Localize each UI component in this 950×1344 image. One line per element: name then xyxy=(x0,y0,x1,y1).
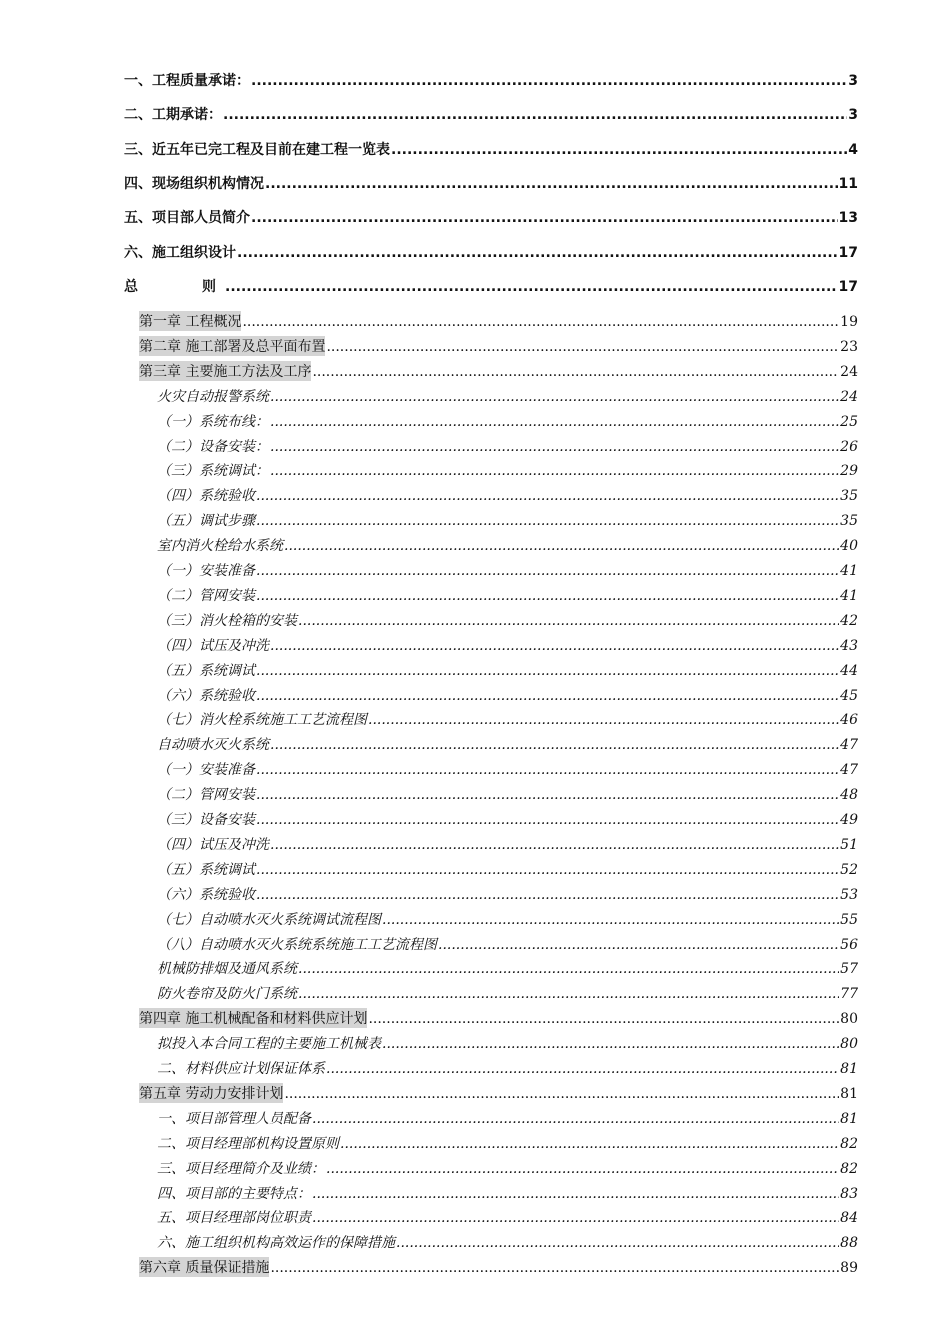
toc-entry-label: 室内消火栓给水系统 xyxy=(157,538,283,555)
toc-entry[interactable] xyxy=(157,436,858,456)
toc-leader-dots xyxy=(237,245,838,261)
toc-leader-dots xyxy=(298,986,839,1002)
toc-entry-page: 49 xyxy=(840,812,858,828)
toc-leader-dots xyxy=(256,862,839,878)
toc-entry-label: 机械防排烟及通风系统 xyxy=(157,961,297,978)
toc-entry-page: 81 xyxy=(840,1110,858,1127)
toc-entry[interactable] xyxy=(157,958,858,978)
toc-entry[interactable] xyxy=(157,635,858,655)
toc-entry-label: 四、项目部的主要特点： xyxy=(157,1185,311,1202)
toc-leader-dots xyxy=(256,887,839,903)
toc-entry-label: 第三章 主要施工方法及工序 xyxy=(139,361,311,381)
toc-leader-dots xyxy=(312,1111,839,1127)
toc-entry-page: 25 xyxy=(840,413,858,430)
toc-entry-label: 五、项目经理部岗位职责 xyxy=(157,1210,311,1227)
toc-entry-label: （六）系统验收 xyxy=(157,886,255,903)
toc-entry[interactable] xyxy=(157,411,858,431)
toc-entry-label: 第六章 质量保证措施 xyxy=(139,1257,269,1277)
toc-leader-dots xyxy=(326,1161,839,1177)
toc-entry[interactable] xyxy=(157,759,858,779)
toc-entry[interactable] xyxy=(139,1008,858,1028)
toc-entry-label: （二）设备安装： xyxy=(157,438,269,455)
toc-leader-dots xyxy=(256,787,839,803)
toc-leader-dots xyxy=(312,364,839,380)
toc-entry-label: （八）自动喷水灭火系统系统施工工艺流程图 xyxy=(157,936,437,953)
toc-entry-label: 火灾自动报警系统 xyxy=(157,388,269,405)
toc-entry-label: （一）系统布线： xyxy=(157,413,269,430)
toc-entry-page: 51 xyxy=(840,836,858,853)
toc-leader-dots xyxy=(326,339,839,355)
toc-entry-label: （三）设备安装 xyxy=(157,812,255,828)
toc-entry[interactable] xyxy=(157,535,858,555)
toc-leader-dots xyxy=(256,563,839,579)
toc-entry-label: （五）系统调试 xyxy=(157,662,255,679)
toc-entry[interactable] xyxy=(124,139,858,159)
toc-entry-label: 第五章 劳动力安排计划 xyxy=(139,1083,283,1103)
toc-entry-label: （二）管网安装 xyxy=(157,787,255,804)
toc-entry[interactable] xyxy=(157,460,858,480)
toc-entry-label: （二）管网安装 xyxy=(157,587,255,604)
toc-entry-label: 二、项目经理部机构设置原则 xyxy=(157,1135,339,1152)
toc-entry-label: （四）系统验收 xyxy=(157,488,255,505)
toc-leader-dots xyxy=(312,1210,839,1226)
toc-entry-page: 11 xyxy=(838,176,858,192)
toc-entry-page: 82 xyxy=(840,1135,858,1152)
toc-entry[interactable] xyxy=(157,610,858,630)
toc-entry-page: 53 xyxy=(840,886,858,903)
toc-leader-dots xyxy=(270,837,839,853)
toc-entry-label: （七）消火栓系统施工工艺流程图 xyxy=(157,712,367,729)
toc-entry-label: 六、施工组织设计 xyxy=(124,245,236,261)
toc-leader-dots xyxy=(284,538,839,554)
toc-entry[interactable] xyxy=(139,1257,858,1277)
toc-entry-label: （一）安装准备 xyxy=(157,762,255,779)
toc-entry-page: 56 xyxy=(840,936,858,953)
toc-entry[interactable] xyxy=(157,1108,858,1128)
toc-leader-dots xyxy=(251,73,847,89)
toc-entry[interactable] xyxy=(157,585,858,605)
toc-entry[interactable] xyxy=(157,1183,858,1203)
toc-entry-page: 24 xyxy=(840,363,858,380)
toc-entry-label: （一）安装准备 xyxy=(157,563,255,579)
toc-entry[interactable] xyxy=(157,485,858,505)
toc-entry[interactable] xyxy=(157,859,858,879)
toc-entry-page: 48 xyxy=(840,787,858,804)
toc-leader-dots xyxy=(270,389,839,405)
toc-entry[interactable] xyxy=(124,242,858,262)
toc-entry[interactable] xyxy=(139,336,858,356)
toc-entry-label: （七）自动喷水灭火系统调试流程图 xyxy=(157,911,381,928)
toc-leader-dots xyxy=(256,663,839,679)
toc-entry[interactable] xyxy=(157,809,858,829)
toc-leader-dots xyxy=(256,488,839,504)
toc-entry[interactable] xyxy=(124,207,858,227)
toc-leader-dots xyxy=(270,737,839,753)
toc-entry-page: 80 xyxy=(840,1011,858,1028)
toc-entry[interactable] xyxy=(139,311,858,331)
toc-entry-label: 三、近五年已完工程及目前在建工程一览表 xyxy=(124,142,390,158)
toc-entry-page: 42 xyxy=(840,612,858,629)
toc-entry-page: 35 xyxy=(840,513,858,530)
toc-entry-label: （四）试压及冲洗 xyxy=(157,836,269,853)
toc-entry-page: 47 xyxy=(840,762,858,779)
toc-leader-dots xyxy=(270,1260,839,1276)
toc-entry-page: 40 xyxy=(840,538,858,555)
toc-entry-page: 4 xyxy=(848,142,858,158)
toc-leader-dots xyxy=(270,463,839,479)
toc-entry-label: （三）消火栓箱的安装 xyxy=(157,612,297,629)
toc-entry-label: 自动喷水灭火系统 xyxy=(157,737,269,754)
toc-entry-label: 拟投入本合同工程的主要施工机械表 xyxy=(157,1036,381,1053)
toc-entry[interactable] xyxy=(157,1232,858,1252)
general-char-1: 总 xyxy=(124,279,138,295)
toc-entry-page: 23 xyxy=(840,338,858,355)
toc-entry-page: 89 xyxy=(840,1260,858,1277)
toc-entry[interactable] xyxy=(157,660,858,680)
toc-entry[interactable] xyxy=(157,884,858,904)
toc-leader-dots xyxy=(326,1061,839,1077)
toc-leader-dots xyxy=(270,638,839,654)
toc-entry-label: 第四章 施工机械配备和材料供应计划 xyxy=(139,1008,367,1028)
toc-entry[interactable] xyxy=(157,983,858,1003)
toc-entry-page: 81 xyxy=(840,1061,858,1077)
toc-entry-page: 88 xyxy=(840,1235,858,1252)
toc-entry-page: 83 xyxy=(840,1185,858,1202)
toc-entry[interactable] xyxy=(157,1158,858,1178)
toc-leader-dots xyxy=(256,812,839,828)
toc-entry-label: （五）系统调试 xyxy=(157,861,255,878)
toc-entry[interactable] xyxy=(124,70,858,90)
toc-entry[interactable] xyxy=(157,386,858,406)
toc-leader-dots xyxy=(251,210,838,226)
toc-entry-page: 43 xyxy=(840,637,858,654)
toc-entry-page: 17 xyxy=(838,245,858,261)
toc-entry-page: 45 xyxy=(840,687,858,704)
toc-entry[interactable] xyxy=(157,834,858,854)
toc-leader-dots xyxy=(270,439,839,455)
toc-entry-label: 一、工程质量承诺： xyxy=(124,73,250,89)
toc-entry-general[interactable] xyxy=(124,276,858,296)
toc-entry-label: 四、现场组织机构情况 xyxy=(124,176,264,192)
toc-entry-label: （六）系统验收 xyxy=(157,687,255,704)
toc-leader-dots xyxy=(391,142,847,158)
toc-leader-dots xyxy=(396,1235,839,1251)
toc-entry-page: 41 xyxy=(840,563,858,579)
toc-entry-label: （四）试压及冲洗 xyxy=(157,637,269,654)
toc-entry-page: 3 xyxy=(848,107,858,123)
toc-entry-page: 24 xyxy=(840,388,858,405)
toc-leader-dots xyxy=(312,1186,839,1202)
toc-entry-label: 一、项目部管理人员配备 xyxy=(157,1110,311,1127)
toc-leader-dots xyxy=(223,107,847,123)
toc-entry-page: 44 xyxy=(840,662,858,679)
toc-entry-page: 3 xyxy=(848,73,858,89)
toc-leader-dots xyxy=(225,279,838,295)
toc-leader-dots xyxy=(256,688,839,704)
toc-entry-label: 三、项目经理简介及业绩： xyxy=(157,1160,325,1177)
toc-entry-label: 二、材料供应计划保证体系 xyxy=(157,1061,325,1077)
toc-entry-page: 47 xyxy=(840,737,858,754)
toc-leader-dots xyxy=(256,762,839,778)
toc-entry[interactable] xyxy=(139,1083,858,1103)
toc-leader-dots xyxy=(382,912,839,928)
toc-leader-dots xyxy=(368,1011,839,1027)
toc-leader-dots xyxy=(298,961,839,977)
toc-entry[interactable] xyxy=(124,104,858,124)
toc-entry-label xyxy=(124,276,224,296)
toc-entry[interactable] xyxy=(157,685,858,705)
toc-entry-page: 84 xyxy=(840,1210,858,1227)
toc-entry-label: 第一章 工程概况 xyxy=(139,311,241,331)
toc-entry[interactable] xyxy=(157,784,858,804)
toc-entry-page: 26 xyxy=(840,438,858,455)
toc-entry[interactable] xyxy=(157,909,858,929)
toc-leader-dots xyxy=(340,1136,839,1152)
toc-leader-dots xyxy=(382,1036,839,1052)
toc-entry-page: 19 xyxy=(840,314,858,330)
toc-entry-page: 81 xyxy=(840,1085,858,1102)
toc-leader-dots xyxy=(298,613,839,629)
toc-entry-page: 29 xyxy=(840,463,858,480)
toc-leader-dots xyxy=(270,414,839,430)
general-char-2: 则 xyxy=(202,279,216,295)
toc-entry-page: 17 xyxy=(838,279,858,295)
toc-entry[interactable] xyxy=(157,934,858,954)
toc-leader-dots xyxy=(242,314,839,330)
toc-entry-page: 82 xyxy=(840,1160,858,1177)
toc-entry[interactable] xyxy=(157,1058,858,1078)
toc-leader-dots xyxy=(265,176,838,192)
toc-leader-dots xyxy=(256,588,839,604)
toc-entry-page: 52 xyxy=(840,861,858,878)
toc-entry-label: 六、施工组织机构高效运作的保障措施 xyxy=(157,1235,395,1252)
toc-entry-page: 57 xyxy=(840,961,858,978)
toc-entry-page: 41 xyxy=(840,587,858,604)
toc-entry[interactable] xyxy=(157,510,858,530)
toc-entry-label: 防火卷帘及防火门系统 xyxy=(157,986,297,1003)
toc-entry[interactable] xyxy=(157,709,858,729)
toc-entry[interactable] xyxy=(124,173,858,193)
toc-entry-label: （五）调试步骤 xyxy=(157,513,255,530)
toc-entry[interactable] xyxy=(157,734,858,754)
toc-entry-page: 46 xyxy=(840,712,858,729)
toc-entry[interactable] xyxy=(157,1033,858,1053)
toc-entry-page: 77 xyxy=(840,986,858,1003)
toc-leader-dots xyxy=(256,513,839,529)
toc-entry-label: 第二章 施工部署及总平面布置 xyxy=(139,336,325,356)
toc-entry-label: 五、项目部人员简介 xyxy=(124,210,250,226)
toc-entry[interactable] xyxy=(157,1207,858,1227)
toc-entry-page: 80 xyxy=(840,1036,858,1053)
toc-entry-page: 13 xyxy=(838,210,858,226)
toc-entry-page: 55 xyxy=(840,911,858,928)
toc-entry-page: 35 xyxy=(840,488,858,505)
toc-entry[interactable] xyxy=(157,560,858,580)
toc-leader-dots xyxy=(284,1086,839,1102)
toc-entry-label: （三）系统调试： xyxy=(157,463,269,480)
toc-leader-dots xyxy=(438,937,839,953)
toc-entry[interactable] xyxy=(139,361,858,381)
toc-entry[interactable] xyxy=(157,1133,858,1153)
toc-leader-dots xyxy=(368,712,839,728)
toc-entry-label: 二、工期承诺： xyxy=(124,107,222,123)
